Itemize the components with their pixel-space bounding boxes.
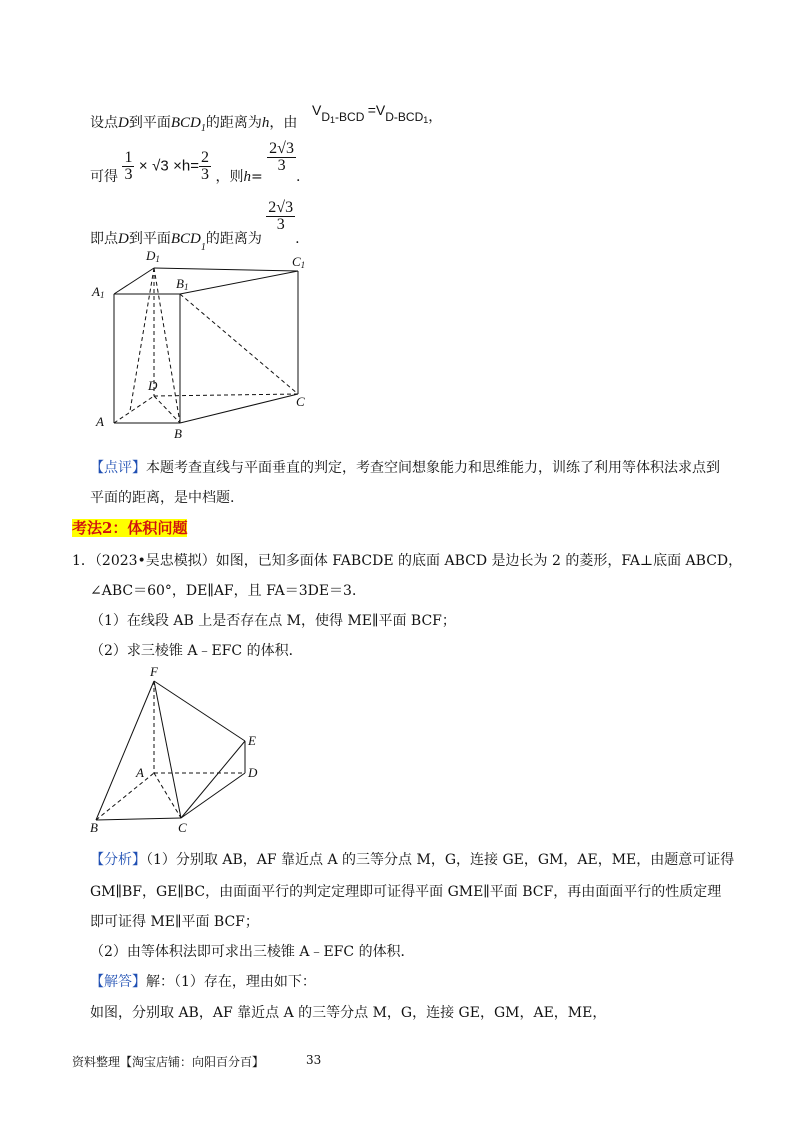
sqrt-3: √3 [152,157,169,175]
label-A: A [96,414,104,429]
numerator: 2√3 [268,199,294,216]
prism-figure [90,248,330,443]
comment-line-2: 平面的距离，是中档题. [90,490,235,506]
subscript: 1 [200,122,206,134]
problem-text: （2023•吴忠模拟）如图，已知多面体 FABCDE 的底面 ABCD 是边长为 2 的菱形，FA⊥底面 ABCD， [94,553,743,569]
analysis-tag: 【分析】 [90,852,146,868]
vol-sub2: 1 [423,115,429,125]
vol-sub: D-BC [385,110,415,124]
label-B: B [90,820,98,835]
problem-line-2: ∠ABC＝60°，DE∥AF，且 FA＝3DE＝3． [90,583,366,599]
numerator: 2√3 [269,140,294,157]
times: × [138,157,148,175]
problem-part-2: （2）求三棱锥 A﹣EFC 的体积． [90,643,303,659]
vol-symbol: V [312,102,322,118]
analysis-line-4: （2）由等体积法即可求出三棱锥 A﹣EFC 的体积． [90,944,415,960]
numerator: 2 [201,149,210,166]
analysis-line-3: 即可证得 ME∥平面 BCF； [90,914,259,930]
label-E: E [248,733,256,748]
denominator: 3 [124,166,133,183]
text: 设点 [90,115,118,131]
fraction-2sqrt3-3 [266,200,295,233]
label-C: C [296,394,305,409]
fraction-1-3 [122,150,134,183]
label-C1: C1 [292,254,306,270]
text-line-1 [90,112,297,134]
text-line-2 [90,140,301,185]
text: 可得 [90,168,118,185]
label-F: F [150,664,158,679]
denominator: 3 [276,216,285,233]
subscript: 1 [200,242,206,254]
denominator: 3 [201,166,210,183]
equals: = [367,102,376,118]
comment-tag: 【点评】 [90,460,146,476]
label-D: D [148,378,158,393]
section-title [72,517,187,538]
text: ，由 [269,115,298,131]
vol-symbol: V [375,102,386,118]
section-title-text: 考法2：体积问题 [72,519,188,537]
vol-sub: D [321,110,331,124]
problem-number: 1． [72,553,95,569]
text: 的距离为 [205,230,262,247]
vol-sub2: 1 [330,115,336,125]
text-line-3 [90,199,300,254]
var-h: h [261,115,270,131]
var-BCD1: BCD [170,230,201,247]
volume-equation [312,100,443,125]
label-D1: D1 [146,248,160,264]
answer-line-2: 如图，分别取 AB，AF 靠近点 A 的三等分点 M，G，连接 GE，GM，AE，ME， [90,1005,607,1021]
label-C: C [178,820,187,835]
numerator: 1 [124,149,133,166]
fraction-2-3 [199,150,211,183]
label-B: B [174,426,182,441]
analysis-line-2: GM∥BF，GE∥BC，由面面平行的判定定理即可证得平面 GME∥平面 BCF，再由面面平行的性质定理 [90,884,722,900]
analysis-text: （1）分别取 AB，AF 靠近点 A 的三等分点 M，G，连接 GE，GM，AE，ME，由题意可证得 [146,852,735,868]
punct: ， [428,108,443,124]
comment-block [90,457,720,477]
footer-source: 资料整理【淘宝店铺：向阳百分百】 [72,1055,265,1069]
text: 即点 [90,230,118,247]
vol-sub-rest: -BCD [335,110,365,124]
answer-text: 解：（1）存在，理由如下： [146,974,316,990]
problem-part-1: （1）在线段 AB 上是否存在点 M，使得 ME∥平面 BCF； [90,613,456,629]
var-D: D [118,115,129,131]
label-A: A [136,765,144,780]
punct: . [295,168,301,185]
punct: . [295,230,300,247]
label-B1: B1 [176,276,189,292]
page-number: 33 [306,1053,322,1067]
label-A1: A1 [92,284,105,300]
answer-tag: 【解答】 [90,974,146,990]
denominator: 3 [277,157,286,174]
fraction-2sqrt3-3 [267,141,296,174]
text: ，则 [215,168,244,185]
var-h: h [243,168,251,185]
comment-line-1: 本题考查直线与平面垂直的判定，考查空间想象能力和思维能力，训练了利用等体积法求点到 [146,460,720,476]
text: 到平面 [128,230,171,247]
polyhedron-figure [84,664,274,836]
var-D: D [118,230,129,247]
equals: = [250,168,263,185]
vol-sub-rest: D [414,110,424,124]
label-D: D [248,765,258,780]
text: 到平面 [128,115,171,131]
text: 的距离为 [205,115,262,131]
times-h: ×h= [173,157,200,175]
answer-line-1 [90,971,316,991]
analysis-line-1 [90,849,734,869]
var-BCD1: BCD [170,115,201,131]
problem-line-1 [72,550,742,570]
